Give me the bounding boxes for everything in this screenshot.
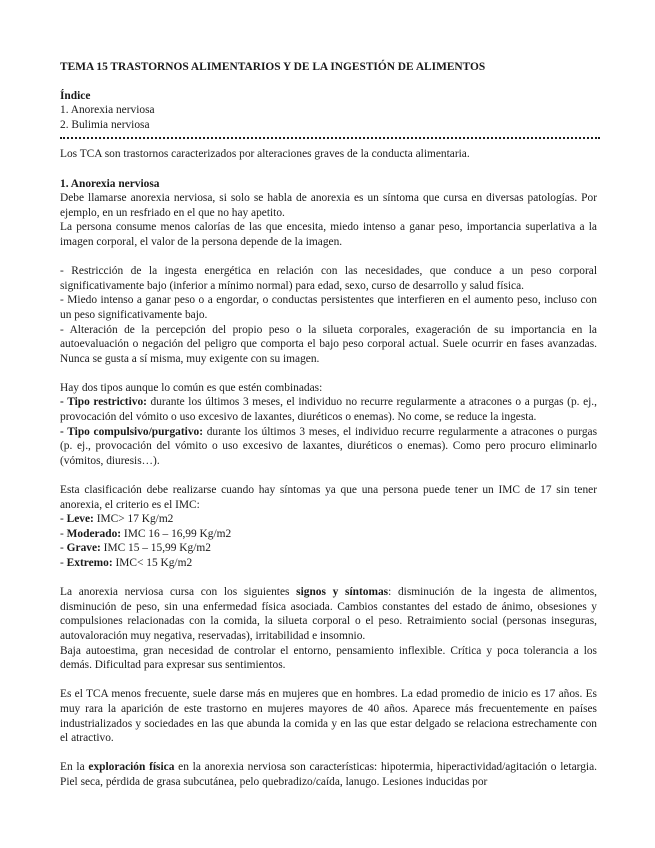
- paragraph: Es el TCA menos frecuente, suele darse más en mujeres que en hombres. La edad promedio de inicio es 17 años. Es muy rara la aparición de este trastorno en mujeres mayores de 40 años. Aparece más frecuentemente en países industrializados y sociedades en las que abunda la comida y en las que estar delgado se relaciona estrechamente con el atractivo.: [60, 688, 597, 745]
- type-text: durante los últimos 3 meses, el individuo recurre regularmente a atracones o purgas (p. ej., provocación del vómito o uso excesivo de laxantes, diuréticos o enemas). Como pero procuro eliminarlo (vómitos, diuresis…).: [60, 425, 598, 467]
- severity-label: Moderado:: [66, 527, 122, 540]
- paragraph: Baja autoestima, gran necesidad de controlar el entorno, pensamiento inflexible. Crítica y poca tolerancia a los demás. Dificultad para expresar sus sentimientos.: [60, 644, 597, 672]
- exploration-paragraph: En la exploración física en la anorexia nerviosa son características: hipotermia, hiperactividad/agitación o letargia. Piel seca, pérdida de grasa subcutánea, pelo quebradizo/caída, lanugo. Lesiones inducidas por: [60, 761, 597, 788]
- severity-item: - Extremo: IMC< 15 Kg/m2: [60, 557, 193, 569]
- types-intro: Hay dos tipos aunque lo común es que estén combinadas:: [60, 381, 323, 394]
- signs-emphasis: signos y síntomas: [296, 586, 389, 599]
- index-item: 1. Anorexia nerviosa: [60, 104, 155, 117]
- exploration-emphasis: exploración física: [88, 761, 175, 774]
- severity-item: - Grave: IMC 15 – 15,99 Kg/m2: [60, 542, 211, 555]
- section-heading: 1. Anorexia nerviosa: [60, 177, 160, 190]
- paragraph: Debe llamarse anorexia nerviosa, si solo se habla de anorexia es un síntoma que cursa en diversas patologías. Por ejemplo, en un resfriado en el que no hay apetito.: [60, 192, 597, 219]
- severity-value: IMC> 17 Kg/m2: [93, 513, 174, 526]
- document-title: TEMA 15 TRASTORNOS ALIMENTARIOS Y DE LA INGESTIÓN DE ALIMENTOS: [60, 61, 486, 73]
- criteria-item: - Restricción de la ingesta energética en relación con las necesidades, que conduce a un peso corporal significativamente bajo (inferior a mínimo normal) para edad, sexo, curso de desarrollo y salud física.: [60, 265, 597, 292]
- severity-item: - Moderado: IMC 16 – 16,99 Kg/m2: [60, 527, 232, 540]
- criteria-item: - Miedo intenso a ganar peso o a engordar, o conductas persistentes que interfieren en el aumento peso, incluso con un peso significativamente bajo.: [60, 294, 597, 321]
- type-item: [60, 395, 597, 424]
- index-item: 2. Bulimia nerviosa: [60, 118, 150, 131]
- index-heading: Índice: [60, 89, 91, 102]
- type-text: durante los últimos 3 meses, el individuo no recurre regularmente a atracones o a purgas (p. ej., provocación del vómito o uso excesivo de laxantes, diuréticos o enemas). No come, se reduce la ingesta.: [60, 396, 598, 424]
- severity-label: Grave:: [66, 542, 101, 555]
- severity-item: - Leve: IMC> 17 Kg/m2: [60, 513, 174, 526]
- type-label: - Tipo compulsivo/purgativo:: [60, 425, 204, 438]
- intro-paragraph: Los TCA son trastornos caracterizados por alteraciones graves de la conducta alimentaria.: [60, 148, 470, 161]
- severity-label: Extremo:: [66, 557, 113, 569]
- type-item: [60, 425, 597, 469]
- classification-intro: Esta clasificación debe realizarse cuando hay síntomas ya que una persona puede tener un IMC de 17 sin tener anorexia, el criterio es el IMC:: [60, 484, 597, 511]
- index-section: [60, 89, 597, 133]
- severity-value: IMC 16 – 16,99 Kg/m2: [121, 527, 232, 540]
- severity-value: IMC< 15 Kg/m2: [112, 557, 193, 569]
- paragraph: La persona consume menos calorías de las que encesita, miedo intenso a ganar peso, importancia superlativa a la imagen corporal, el valor de la persona depende de la imagen.: [60, 221, 597, 248]
- signs-paragraph: La anorexia nerviosa cursa con los siguientes signos y síntomas: disminución de la ingesta de alimentos, disminución de peso, sin una enfermedad física asociada. Cambios constantes del estado de ánimo, obsesiones y compulsiones relacionadas con la comida, la silueta corporal o el peso. Retraimiento social (personas inseguras, autovaloración muy negativa, reservadas), irritabilidad e insomnio.: [60, 586, 597, 642]
- severity-label: Leve:: [66, 513, 94, 526]
- criteria-item: - Alteración de la percepción del propio peso o la silueta corporales, exageración de su importancia en la autoevaluación o negación del peligro que comporta el bajo peso corporal actual. Suele ocurrir en fases avanzadas. Nunca se gusta a sí misma, muy exigente con su imagen.: [60, 323, 597, 365]
- type-label: - Tipo restrictivo:: [60, 396, 147, 409]
- severity-value: IMC 15 – 15,99 Kg/m2: [100, 542, 211, 555]
- dotted-divider: [60, 137, 600, 139]
